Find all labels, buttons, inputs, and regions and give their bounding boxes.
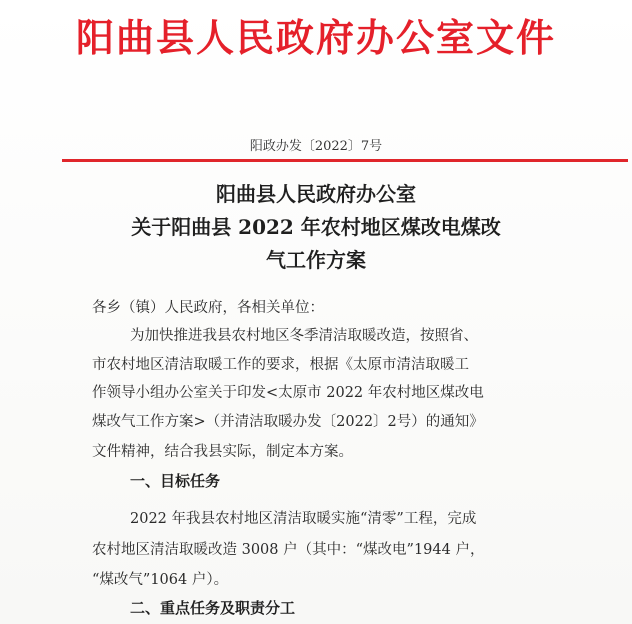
- paragraph-1-line-3: 作领导小组办公室关于印发<太原市 2022 年农村地区煤改电: [92, 385, 484, 401]
- section-heading-2: 二、重点任务及职责分工: [130, 599, 296, 617]
- salutation: 各乡（镇）人民政府，各相关单位：: [92, 300, 324, 316]
- red-divider-line: [62, 159, 628, 162]
- title-line-1: 阳曲县人民政府办公室: [216, 182, 416, 206]
- paragraph-2-line-1: 2022 年我县农村地区清洁取暖实施“清零”工程，完成: [130, 511, 477, 527]
- org-header-title: 阳曲县人民政府办公室文件: [75, 15, 556, 60]
- document-title: [0, 178, 632, 277]
- paragraph-1-line-1: 为加快推进我县农村地区冬季清洁取暖改造，按照省、: [130, 328, 478, 344]
- paragraph-2-line-2: 农村地区清洁取暖改造 3008 户（其中：“煤改电”1944 户，: [92, 542, 485, 558]
- paragraph-1-line-2: 市农村地区清洁取暖工作的要求，根据《太原市清洁取暖工: [92, 357, 469, 373]
- title-line-2: 关于阳曲县 2022 年农村地区煤改电煤改: [131, 215, 501, 239]
- title-line-3: 气工作方案: [266, 248, 366, 272]
- paragraph-1-line-4: 煤改气工作方案>（并清洁取暖办发〔2022〕2号）的通知》: [92, 414, 484, 430]
- document-number: 阳政办发〔2022〕7号: [249, 139, 383, 154]
- paragraph-1-line-5: 文件精神，结合我县实际，制定本方案。: [92, 444, 353, 460]
- section-heading-1: 一、目标任务: [130, 472, 221, 490]
- paragraph-2-line-3: “煤改气”1064 户）。: [92, 572, 229, 588]
